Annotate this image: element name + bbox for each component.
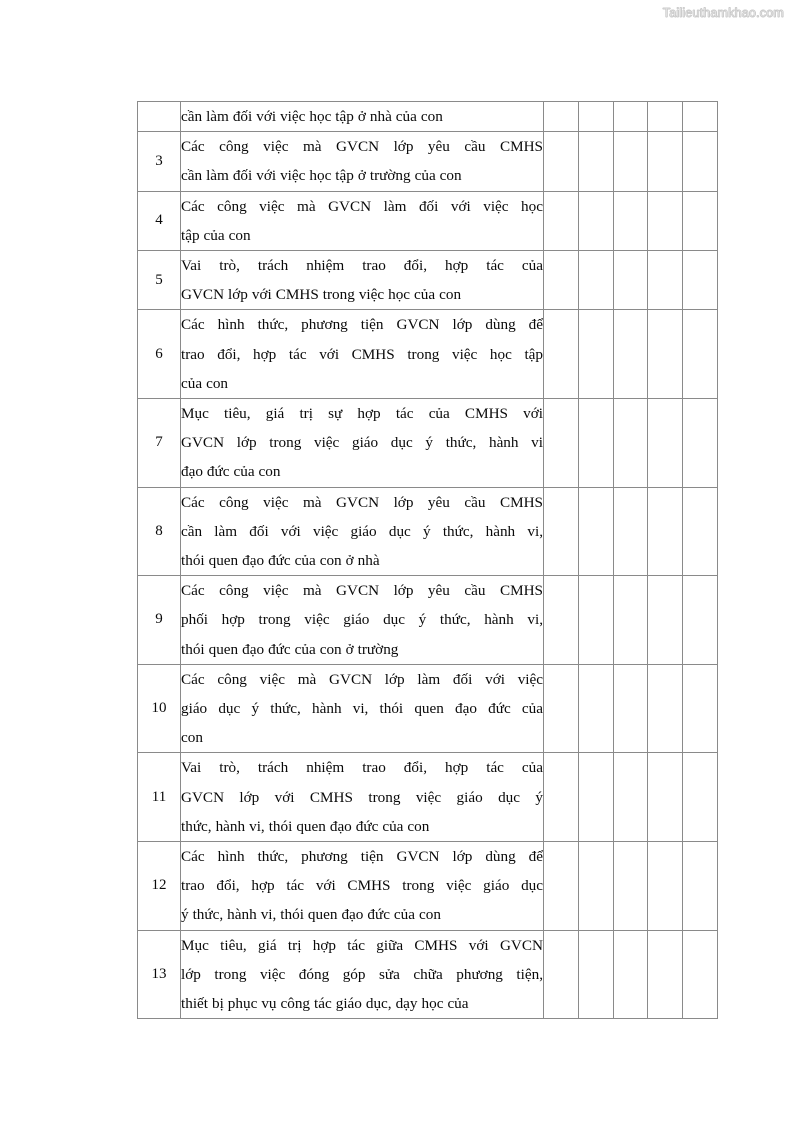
rating-option-cell[interactable] bbox=[578, 191, 613, 250]
rating-option-cell[interactable] bbox=[544, 930, 579, 1019]
statement-line: cần làm đối với việc học tập ở nhà của con bbox=[181, 108, 443, 125]
rating-option-cell[interactable] bbox=[578, 930, 613, 1019]
rating-option-cell[interactable] bbox=[648, 399, 683, 488]
row-statement-cell bbox=[181, 132, 544, 191]
table-row bbox=[138, 132, 718, 191]
rating-option-cell[interactable] bbox=[683, 399, 718, 488]
rating-option-cell[interactable] bbox=[648, 930, 683, 1019]
statement-line: GVCN lớp với CMHS trong việc học của con bbox=[181, 286, 462, 304]
rating-option-cell[interactable] bbox=[578, 102, 613, 132]
statement-line: lớp trong việc đóng góp sửa chữa phương tiện, bbox=[181, 965, 543, 983]
rating-option-cell[interactable] bbox=[648, 132, 683, 191]
rating-option-cell[interactable] bbox=[648, 191, 683, 250]
row-number-cell: 3 bbox=[138, 132, 181, 191]
statement-line: ý thức, hành vi, thói quen đạo đức của con bbox=[181, 906, 441, 924]
rating-option-cell[interactable] bbox=[613, 399, 648, 488]
rating-option-cell[interactable] bbox=[544, 753, 579, 842]
rating-option-cell[interactable] bbox=[683, 664, 718, 753]
statement-line: thiết bị phục vụ công tác giáo dục, dạy học của bbox=[181, 995, 469, 1013]
rating-option-cell[interactable] bbox=[544, 102, 579, 132]
rating-option-cell[interactable] bbox=[613, 487, 648, 576]
survey-table-container bbox=[137, 101, 717, 1019]
survey-table-body bbox=[138, 102, 718, 1019]
statement-line: Các hình thức, phương tiện GVCN lớp dùng để bbox=[181, 316, 543, 334]
statement-line: Mục tiêu, giá trị hợp tác giữa CMHS với GVCN bbox=[181, 936, 543, 954]
rating-option-cell[interactable] bbox=[578, 576, 613, 665]
rating-option-cell[interactable] bbox=[613, 576, 648, 665]
rating-option-cell[interactable] bbox=[683, 310, 718, 399]
rating-option-cell[interactable] bbox=[648, 842, 683, 931]
rating-option-cell[interactable] bbox=[683, 842, 718, 931]
statement-line: Vai trò, trách nhiệm trao đổi, hợp tác của bbox=[181, 759, 543, 777]
row-statement-cell bbox=[181, 576, 544, 665]
rating-option-cell[interactable] bbox=[683, 251, 718, 310]
table-row bbox=[138, 930, 718, 1019]
rating-option-cell[interactable] bbox=[683, 930, 718, 1019]
row-number-cell: 7 bbox=[138, 399, 181, 488]
rating-option-cell[interactable] bbox=[578, 664, 613, 753]
statement-line: Các công việc mà GVCN lớp yêu cầu CMHS bbox=[181, 138, 543, 156]
row-statement-cell bbox=[181, 102, 544, 132]
rating-option-cell[interactable] bbox=[578, 399, 613, 488]
table-row bbox=[138, 399, 718, 488]
statement-line: tập của con bbox=[181, 226, 251, 244]
row-number-cell: 11 bbox=[138, 753, 181, 842]
rating-option-cell[interactable] bbox=[613, 132, 648, 191]
statement-line: trao đổi, hợp tác với CMHS trong việc giáo dục bbox=[181, 877, 543, 895]
statement-line: GVCN lớp trong việc giáo dục ý thức, hành vi bbox=[181, 434, 543, 452]
row-statement-cell bbox=[181, 251, 544, 310]
statement-line: thói quen đạo đức của con ở nhà bbox=[181, 552, 380, 570]
table-row bbox=[138, 310, 718, 399]
rating-option-cell[interactable] bbox=[613, 664, 648, 753]
rating-option-cell[interactable] bbox=[648, 251, 683, 310]
row-number-cell: 6 bbox=[138, 310, 181, 399]
row-number-cell: 12 bbox=[138, 842, 181, 931]
table-row bbox=[138, 576, 718, 665]
row-statement-cell bbox=[181, 399, 544, 488]
table-row bbox=[138, 251, 718, 310]
row-number-cell: 8 bbox=[138, 487, 181, 576]
rating-option-cell[interactable] bbox=[544, 576, 579, 665]
rating-option-cell[interactable] bbox=[578, 842, 613, 931]
rating-option-cell[interactable] bbox=[544, 842, 579, 931]
statement-line: Các công việc mà GVCN lớp yêu cầu CMHS bbox=[181, 582, 543, 600]
row-number-cell: 10 bbox=[138, 664, 181, 753]
rating-option-cell[interactable] bbox=[613, 310, 648, 399]
statement-line: Mục tiêu, giá trị sự hợp tác của CMHS với bbox=[181, 405, 543, 423]
rating-option-cell[interactable] bbox=[648, 576, 683, 665]
rating-option-cell[interactable] bbox=[613, 842, 648, 931]
rating-option-cell[interactable] bbox=[578, 310, 613, 399]
row-statement-cell bbox=[181, 487, 544, 576]
rating-option-cell[interactable] bbox=[683, 576, 718, 665]
row-statement-cell bbox=[181, 930, 544, 1019]
rating-option-cell[interactable] bbox=[613, 191, 648, 250]
rating-option-cell[interactable] bbox=[683, 487, 718, 576]
row-number-cell: 4 bbox=[138, 191, 181, 250]
statement-line: cần làm đối với việc giáo dục ý thức, hành vi, bbox=[181, 522, 543, 540]
row-statement-cell bbox=[181, 664, 544, 753]
statement-line: Các hình thức, phương tiện GVCN lớp dùng để bbox=[181, 848, 543, 866]
rating-option-cell[interactable] bbox=[648, 102, 683, 132]
rating-option-cell[interactable] bbox=[613, 102, 648, 132]
rating-option-cell[interactable] bbox=[578, 487, 613, 576]
statement-line: thói quen đạo đức của con ở trường bbox=[181, 640, 399, 658]
rating-option-cell[interactable] bbox=[578, 251, 613, 310]
table-row bbox=[138, 664, 718, 753]
rating-option-cell[interactable] bbox=[683, 753, 718, 842]
row-statement-cell bbox=[181, 191, 544, 250]
table-row bbox=[138, 753, 718, 842]
rating-option-cell[interactable] bbox=[683, 102, 718, 132]
row-statement-cell bbox=[181, 842, 544, 931]
statement-line: trao đổi, hợp tác với CMHS trong việc học tập bbox=[181, 345, 543, 363]
rating-option-cell[interactable] bbox=[578, 753, 613, 842]
table-row bbox=[138, 191, 718, 250]
statement-line: Các công việc mà GVCN lớp yêu cầu CMHS bbox=[181, 493, 543, 511]
rating-option-cell[interactable] bbox=[544, 310, 579, 399]
rating-option-cell[interactable] bbox=[544, 251, 579, 310]
watermark-text: Tailieuthamkhao.com bbox=[662, 6, 784, 20]
row-statement-cell bbox=[181, 753, 544, 842]
statement-line: Vai trò, trách nhiệm trao đổi, hợp tác của bbox=[181, 257, 543, 275]
statement-line: cần làm đối với việc học tập ở trường của con bbox=[181, 167, 462, 185]
statement-line: Các công việc mà GVCN làm đối với việc học bbox=[181, 197, 543, 215]
rating-option-cell[interactable] bbox=[683, 132, 718, 191]
rating-option-cell[interactable] bbox=[648, 664, 683, 753]
row-number-cell: 5 bbox=[138, 251, 181, 310]
row-number-cell bbox=[138, 102, 181, 132]
table-row bbox=[138, 842, 718, 931]
rating-option-cell[interactable] bbox=[613, 753, 648, 842]
rating-option-cell[interactable] bbox=[648, 753, 683, 842]
row-statement-cell bbox=[181, 310, 544, 399]
rating-option-cell[interactable] bbox=[544, 664, 579, 753]
rating-option-cell[interactable] bbox=[683, 191, 718, 250]
statement-line: con bbox=[181, 729, 203, 747]
rating-option-cell[interactable] bbox=[544, 399, 579, 488]
row-number-cell: 9 bbox=[138, 576, 181, 665]
rating-option-cell[interactable] bbox=[544, 132, 579, 191]
rating-option-cell[interactable] bbox=[578, 132, 613, 191]
statement-line: giáo dục ý thức, hành vi, thói quen đạo đức của bbox=[181, 700, 543, 718]
statement-line: Các công việc mà GVCN lớp làm đối với việc bbox=[181, 670, 543, 688]
table-row bbox=[138, 102, 718, 132]
rating-option-cell[interactable] bbox=[613, 251, 648, 310]
statement-line: đạo đức của con bbox=[181, 463, 281, 481]
rating-option-cell[interactable] bbox=[544, 191, 579, 250]
rating-option-cell[interactable] bbox=[544, 487, 579, 576]
rating-option-cell[interactable] bbox=[613, 930, 648, 1019]
table-row bbox=[138, 487, 718, 576]
row-number-cell: 13 bbox=[138, 930, 181, 1019]
survey-table bbox=[137, 101, 718, 1019]
statement-line: của con bbox=[181, 374, 229, 392]
statement-line: thức, hành vi, thói quen đạo đức của con bbox=[181, 817, 430, 835]
statement-line: phối hợp trong việc giáo dục ý thức, hành vi, bbox=[181, 611, 543, 629]
rating-option-cell[interactable] bbox=[648, 487, 683, 576]
statement-line: GVCN lớp với CMHS trong việc giáo dục ý bbox=[181, 788, 543, 806]
rating-option-cell[interactable] bbox=[648, 310, 683, 399]
